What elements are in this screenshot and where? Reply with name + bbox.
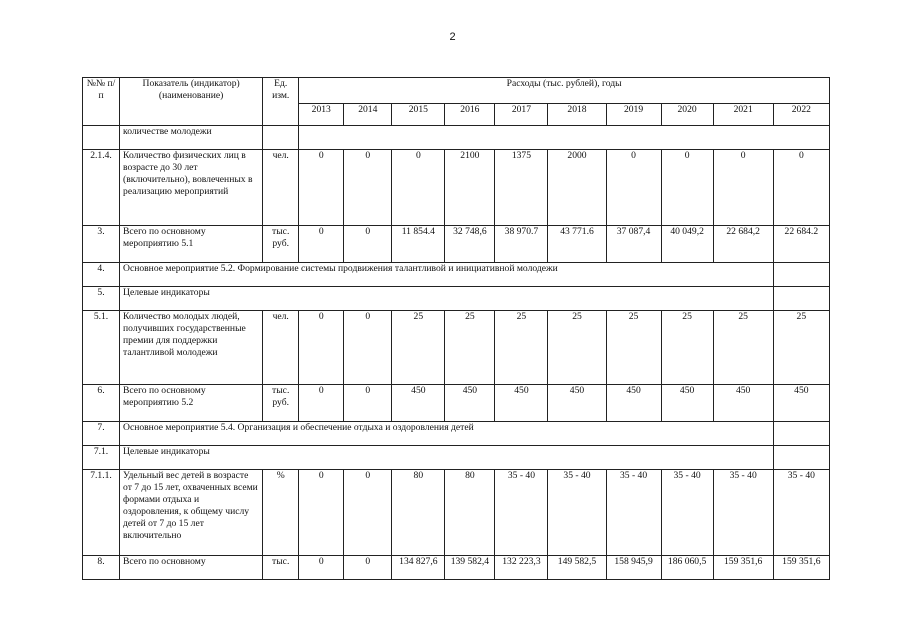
cell-value: 0	[299, 311, 344, 385]
cell-value: 11 854.4	[392, 226, 445, 263]
cell-value: 43 771.6	[548, 226, 606, 263]
year-header: 2017	[495, 104, 548, 126]
cell-value: 25	[773, 311, 829, 385]
cell-value: 1375	[495, 150, 548, 226]
cell-value: 450	[661, 385, 713, 422]
cell-value: 0	[299, 470, 344, 556]
table-row-total	[83, 556, 830, 580]
cell-value: 0	[299, 385, 344, 422]
cell-value: 25	[445, 311, 495, 385]
cell-value: 25	[548, 311, 606, 385]
table-row-total	[83, 385, 830, 422]
cell-value: 35 - 40	[548, 470, 606, 556]
cell-section-title: Основное мероприятие 5.2. Формирование системы продвижения талантливой и инициативной молодежи	[120, 263, 774, 287]
year-header: 2013	[299, 104, 344, 126]
cell-value: 22 684,2	[713, 226, 773, 263]
cell-value: 38 970.7	[495, 226, 548, 263]
header-row-1	[83, 78, 830, 104]
cell-value: 0	[773, 150, 829, 226]
cell-value: 2100	[445, 150, 495, 226]
year-header: 2021	[713, 104, 773, 126]
cell-num: 2.1.4.	[83, 150, 120, 226]
cell-value: 450	[713, 385, 773, 422]
cell-value: 139 582,4	[445, 556, 495, 580]
cell-value: 186 060,5	[661, 556, 713, 580]
cell-unit: тыс. руб.	[263, 385, 299, 422]
cell-unit: тыс.	[263, 556, 299, 580]
cell-unit: чел.	[263, 150, 299, 226]
cell-num: 8.	[83, 556, 120, 580]
cell-unit: тыс. руб.	[263, 226, 299, 263]
cell-value: 0	[392, 150, 445, 226]
year-header: 2014	[344, 104, 392, 126]
cell-value: 22 684.2	[773, 226, 829, 263]
cell-value: 0	[299, 556, 344, 580]
col-header-num: №№ п/п	[83, 78, 120, 126]
year-header: 2019	[606, 104, 661, 126]
cell-value: 0	[344, 311, 392, 385]
cell-num	[83, 126, 120, 150]
cell-indicator: Количество физических лиц в возрасте до 30 лет (включительно), вовлеченных в реализацию мероприятий	[120, 150, 263, 226]
cell-value: 159 351,6	[773, 556, 829, 580]
cell-num: 7.1.	[83, 446, 120, 470]
cell-value: 37 087,4	[606, 226, 661, 263]
cell-section-title: Целевые индикаторы	[120, 287, 774, 311]
cell-indicator: Количество молодых людей, получивших государственные премии для поддержки талантливой молодежи	[120, 311, 263, 385]
cell-indicator: количестве молодежи	[120, 126, 263, 150]
cell-unit: чел.	[263, 311, 299, 385]
cell-value: 35 - 40	[773, 470, 829, 556]
cell-value: 35 - 40	[495, 470, 548, 556]
cell-value: 80	[445, 470, 495, 556]
cell-value: 25	[661, 311, 713, 385]
table-row-section	[83, 287, 830, 311]
cell-num: 3.	[83, 226, 120, 263]
cell-num: 4.	[83, 263, 120, 287]
year-header: 2015	[392, 104, 445, 126]
cell-value: 450	[548, 385, 606, 422]
table-row	[83, 150, 830, 226]
cell-value: 35 - 40	[661, 470, 713, 556]
year-header: 2016	[445, 104, 495, 126]
cell-num: 6.	[83, 385, 120, 422]
cell-value: 25	[392, 311, 445, 385]
cell-value: 159 351,6	[713, 556, 773, 580]
col-header-unit: Ед. изм.	[263, 78, 299, 126]
cell-value: 149 582,5	[548, 556, 606, 580]
cell-value: 450	[445, 385, 495, 422]
cell-value: 134 827,6	[392, 556, 445, 580]
cell-num: 5.1.	[83, 311, 120, 385]
page-number: 2	[449, 31, 456, 43]
cell-value: 0	[344, 470, 392, 556]
cell-num: 5.	[83, 287, 120, 311]
year-header: 2018	[548, 104, 606, 126]
cell-num: 7.1.1.	[83, 470, 120, 556]
cell-indicator: Удельный вес детей в возрасте от 7 до 15 лет, охваченных всеми формами отдыха и оздоровления, к общему числу детей от 7 до 15 лет включительно	[120, 470, 263, 556]
cell-section-title: Целевые индикаторы	[120, 446, 774, 470]
table-row	[83, 311, 830, 385]
cell-empty	[773, 422, 829, 446]
cell-value: 0	[299, 150, 344, 226]
cell-value: 0	[344, 556, 392, 580]
cell-value: 0	[661, 150, 713, 226]
year-header: 2020	[661, 104, 713, 126]
cell-empty	[773, 287, 829, 311]
cell-value: 25	[606, 311, 661, 385]
cell-value: 80	[392, 470, 445, 556]
cell-value: 0	[344, 226, 392, 263]
cell-section-title: Основное мероприятие 5.4. Организация и обеспечение отдыха и оздоровления детей	[120, 422, 774, 446]
cell-unit: %	[263, 470, 299, 556]
table-row-section	[83, 446, 830, 470]
cell-empty	[773, 446, 829, 470]
cell-indicator: Всего по основному мероприятию 5.1	[120, 226, 263, 263]
cell-value: 132 223,3	[495, 556, 548, 580]
cell-value: 450	[495, 385, 548, 422]
cell-indicator: Всего по основному	[120, 556, 263, 580]
col-header-indicator: Показатель (индикатор) (наименование)	[120, 78, 263, 126]
cell-value: 0	[713, 150, 773, 226]
table-row	[83, 470, 830, 556]
cell-value: 158 945,9	[606, 556, 661, 580]
cell-value: 40 049,2	[661, 226, 713, 263]
cell-value: 35 - 40	[713, 470, 773, 556]
table-row-continuation	[83, 126, 830, 150]
cell-unit	[263, 126, 299, 150]
cell-empty	[299, 126, 830, 150]
cell-value: 450	[606, 385, 661, 422]
cell-empty	[773, 263, 829, 287]
cell-indicator: Всего по основному мероприятию 5.2	[120, 385, 263, 422]
cell-value: 25	[495, 311, 548, 385]
cell-value: 35 - 40	[606, 470, 661, 556]
table-row-total	[83, 226, 830, 263]
cell-value: 450	[392, 385, 445, 422]
cell-value: 25	[713, 311, 773, 385]
cell-value: 450	[773, 385, 829, 422]
table-row-section	[83, 422, 830, 446]
cell-value: 0	[299, 226, 344, 263]
cell-value: 32 748,6	[445, 226, 495, 263]
cell-num: 7.	[83, 422, 120, 446]
year-header: 2022	[773, 104, 829, 126]
col-header-expenses: Расходы (тыс. рублей), годы	[299, 78, 830, 104]
budget-table	[82, 77, 830, 580]
table-row-section	[83, 263, 830, 287]
cell-value: 0	[606, 150, 661, 226]
cell-value: 2000	[548, 150, 606, 226]
cell-value: 0	[344, 150, 392, 226]
cell-value: 0	[344, 385, 392, 422]
